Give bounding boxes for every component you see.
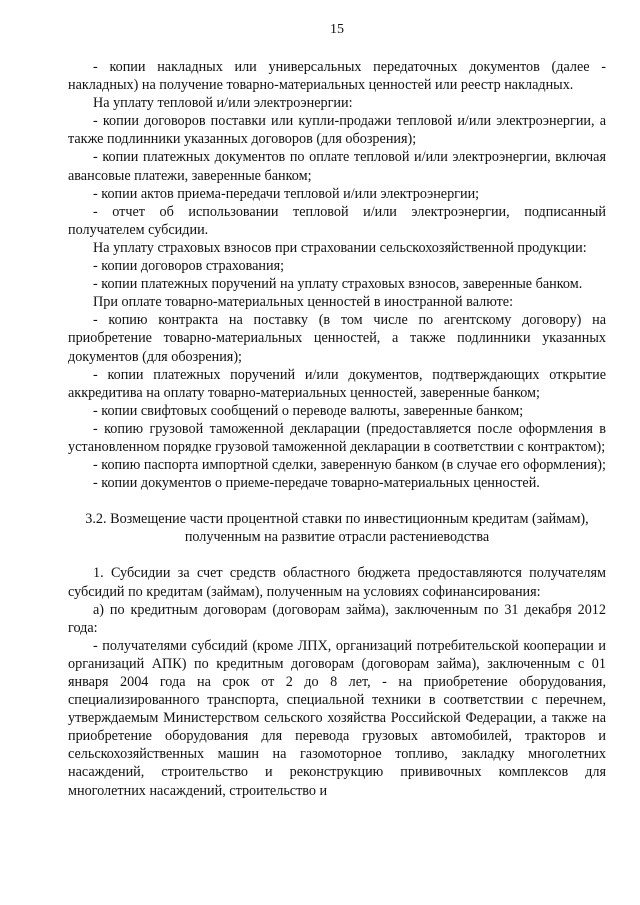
- paragraph: - отчет об использовании тепловой и/или электроэнергии, подписанный получателем субсидии.: [68, 203, 606, 238]
- paragraph: - копии платежных поручений на уплату страховых взносов, заверенные банком.: [93, 276, 583, 293]
- paragraph: а) по кредитным договорам (договорам займа), заключенным по 31 декабря 2012 года:: [68, 601, 606, 636]
- page-number: 15: [330, 22, 344, 37]
- section-heading-line1: 3.2. Возмещение части процентной ставки по инвестиционным кредитам (займам),: [85, 511, 589, 528]
- document-body-part2: [68, 564, 606, 799]
- document-body-part1: [68, 58, 606, 492]
- paragraph: На уплату страховых взносов при страховании сельскохозяйственной продукции:: [93, 239, 587, 256]
- section-heading-line2: полученным на развитие отрасли растениеводства: [184, 529, 490, 546]
- paragraph: - копии платежных поручений и/или документов, подтверждающих открытие аккредитива на оплату товарно-материальных ценностей, заверенные банком;: [68, 366, 606, 401]
- paragraph: - копии договоров страхования;: [93, 258, 285, 275]
- paragraph: - копии актов приема-передачи тепловой и/или электроэнергии;: [93, 185, 480, 202]
- paragraph: - копию паспорта импортной сделки, заверенную банком (в случае его оформления);: [93, 457, 606, 474]
- paragraph: - копии договоров поставки или купли-продажи тепловой и/или электроэнергии, а также подлинники указанных договоров (для обозрения);: [68, 113, 606, 148]
- paragraph: На уплату тепловой и/или электроэнергии:: [93, 95, 353, 112]
- paragraph: 1. Субсидии за счет средств областного бюджета предоставляются получателям субсидий по кредитам (займам), полученным на условиях софинансирования:: [68, 565, 606, 600]
- paragraph: - копии платежных документов по оплате тепловой и/или электроэнергии, включая авансовые платежи, заверенные банком;: [68, 149, 606, 184]
- paragraph: - копию грузовой таможенной декларации (предоставляется после оформления в установленном порядке грузовой таможенной декларации в соответствии с контрактом);: [68, 420, 606, 455]
- paragraph: - получателями субсидий (кроме ЛПХ, организаций потребительской кооперации и организаций АПК) по кредитным договорам (договорам займа), заключенным с 01 января 2004 года на срок от 2 до 8 лет, - на приобретение оборудования, специализированного транспорта, специальной техники в соответствии с перечнем, утверждаемым Министерством сельского хозяйства Российской Федерации, а также на приобретение оборудования для перевода грузовых автомобилей, тракторов и сельскохозяйственных машин на газомоторное топливо, закладку многолетних насаждений, строительство и реконструкцию прививочных комплексов для многолетних насаждений, строительство и: [68, 637, 606, 799]
- paragraph: При оплате товарно-материальных ценностей в иностранной валюте:: [93, 294, 514, 311]
- paragraph: - копию контракта на поставку (в том числе по агентскому договору) на приобретение товарно-материальных ценностей, а также подлинники указанных документов (для обозрения);: [68, 312, 606, 365]
- paragraph: - копии документов о приеме-передаче товарно-материальных ценностей.: [93, 475, 540, 492]
- section-heading: [68, 510, 606, 546]
- paragraph: - копии свифтовых сообщений о переводе валюты, заверенные банком;: [93, 402, 524, 419]
- paragraph: - копии накладных или универсальных передаточных документов (далее - накладных) на получение товарно-материальных ценностей или реестр накладных.: [68, 59, 606, 94]
